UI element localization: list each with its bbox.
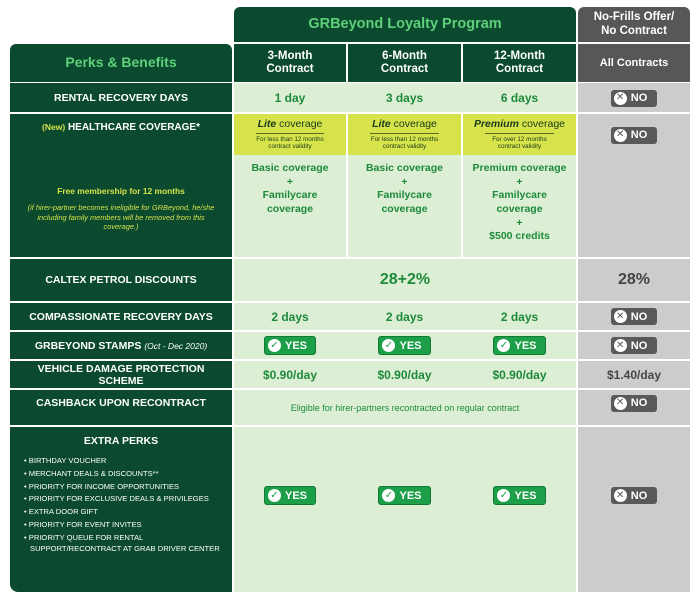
vehicle-6month-value: $0.90/day bbox=[377, 367, 432, 382]
extra-perks-title: EXTRA PERKS bbox=[83, 435, 159, 447]
caltex-nofrills-value: 28% bbox=[617, 271, 651, 288]
stamps-3month-value bbox=[234, 332, 346, 359]
coverage-list-3month: Basic coverage + Familycare coverage bbox=[251, 162, 329, 215]
column-header-all-contracts: All Contracts bbox=[578, 44, 690, 82]
caltex-program-value: 28+2% bbox=[379, 271, 431, 288]
x-circle-icon: ✕ bbox=[614, 489, 627, 502]
list-item: SUPPORT/RECONTRACT AT GRAB DRIVER CENTER bbox=[30, 544, 220, 554]
column-header-12month: 12-Month Contract bbox=[463, 44, 576, 82]
row-label-compassionate: COMPASSIONATE RECOVERY DAYS bbox=[29, 310, 213, 323]
vehicle-nofrills-value: $1.40/day bbox=[606, 367, 662, 382]
program-title: GRBeyond Loyalty Program bbox=[234, 7, 576, 42]
lite-coverage-box-6month: Lite coverage For less than 12 months contract validity bbox=[348, 114, 461, 155]
rental-3month-value: 1 day bbox=[274, 91, 306, 105]
list-item: • PRIORITY FOR EVENT INVITES bbox=[24, 519, 142, 529]
x-circle-icon: ✕ bbox=[614, 310, 627, 323]
list-item: • MERCHANT DEALS & DISCOUNTS** bbox=[24, 468, 159, 478]
extra-perks-list bbox=[24, 455, 229, 553]
no-badge: ✕ NO bbox=[611, 127, 658, 144]
list-item: • PRIORITY QUEUE FOR RENTAL bbox=[24, 532, 144, 542]
check-circle-icon: ✓ bbox=[497, 339, 510, 352]
lite-coverage-box-3month: Lite coverage For less than 12 months contract validity bbox=[234, 114, 346, 155]
list-item: • PRIORITY FOR INCOME OPPORTUNITIES bbox=[24, 481, 180, 491]
healthcare-note-body: (if hirer-partner becomes ineligible for GRBeyond, he/she including family members will be removed from this coverage.) bbox=[27, 203, 215, 232]
list-item: • EXTRA DOOR GIFT bbox=[24, 507, 98, 516]
column-header-3month: 3-Month Contract bbox=[234, 44, 346, 82]
row-label-caltex: CALTEX PETROL DISCOUNTS bbox=[45, 274, 197, 286]
extra-nofrills-value bbox=[578, 482, 690, 509]
stamps-nofrills-value bbox=[578, 332, 690, 359]
yes-badge: ✓ YES bbox=[493, 486, 545, 505]
x-circle-icon: ✕ bbox=[614, 92, 627, 105]
compassionate-6month-value: 2 days bbox=[385, 309, 424, 324]
row-label-cashback: CASHBACK UPON RECONTRACT bbox=[36, 397, 206, 409]
x-circle-icon: ✕ bbox=[614, 397, 627, 410]
row-label-healthcare: (New) HEALTHCARE COVERAGE* Free membership for 12 months (if hirer-partner becomes ineligible for GRBeyond, he/she including family members will be removed from this coverage.) bbox=[10, 114, 232, 257]
yes-badge: ✓ YES bbox=[378, 486, 430, 505]
yes-badge: ✓ YES bbox=[264, 486, 316, 505]
list-item: • PRIORITY FOR EXCLUSIVE DEALS & PRIVILEGES bbox=[24, 494, 209, 504]
rental-12month-value: 6 days bbox=[500, 91, 539, 105]
cashback-nofrills-value bbox=[578, 390, 690, 416]
coverage-list-12month: Premium coverage + Familycare coverage + $500 credits bbox=[472, 162, 567, 243]
check-circle-icon: ✓ bbox=[382, 339, 395, 352]
divider bbox=[485, 133, 554, 134]
vehicle-12month-value: $0.90/day bbox=[492, 367, 547, 382]
row-label-stamps: GRBEYOND STAMPS (Oct - Dec 2020) bbox=[34, 339, 208, 352]
vehicle-3month-value: $0.90/day bbox=[262, 367, 318, 382]
check-circle-icon: ✓ bbox=[497, 489, 510, 502]
compassionate-3month-value: 2 days bbox=[271, 309, 309, 324]
no-badge: ✕ NO bbox=[611, 308, 658, 325]
compassionate-12month-value: 2 days bbox=[500, 309, 539, 324]
cashback-program-value: Eligible for hirer-partners recontracted on regular contract bbox=[290, 402, 520, 413]
check-circle-icon: ✓ bbox=[382, 489, 395, 502]
check-circle-icon: ✓ bbox=[268, 339, 281, 352]
healthcare-nofrills-value bbox=[578, 122, 690, 148]
divider bbox=[256, 133, 324, 134]
divider bbox=[370, 133, 439, 134]
row-label-vehicle-damage: VEHICLE DAMAGE PROTECTION SCHEME bbox=[37, 362, 205, 387]
nofrills-title: No-Frills Offer/ No Contract bbox=[578, 7, 690, 42]
coverage-list-6month: Basic coverage + Familycare coverage bbox=[365, 162, 444, 215]
x-circle-icon: ✕ bbox=[614, 339, 627, 352]
yes-badge: ✓ YES bbox=[264, 336, 316, 355]
stamps-6month-value bbox=[348, 332, 461, 359]
column-header-6month: 6-Month Contract bbox=[348, 44, 461, 82]
extra-6month-value bbox=[348, 482, 461, 509]
no-badge: ✕ NO bbox=[611, 487, 658, 504]
row-label-rental-recovery: RENTAL RECOVERY DAYS bbox=[53, 92, 188, 104]
yes-badge: ✓ YES bbox=[493, 336, 545, 355]
no-badge: ✕ NO bbox=[611, 395, 658, 412]
extra-3month-value bbox=[234, 482, 346, 509]
stamps-12month-value bbox=[463, 332, 576, 359]
no-badge: ✕ NO bbox=[611, 337, 658, 354]
x-circle-icon: ✕ bbox=[614, 129, 627, 142]
no-badge: ✕ NO bbox=[611, 90, 658, 107]
list-item: • BIRTHDAY VOUCHER bbox=[24, 456, 107, 465]
yes-badge: ✓ YES bbox=[378, 336, 430, 355]
row-label-extra-perks bbox=[10, 427, 232, 592]
new-tag: (New) bbox=[42, 122, 66, 132]
extra-12month-value bbox=[463, 482, 576, 509]
premium-coverage-box-12month: Premium coverage For over 12 months contract validity bbox=[463, 114, 576, 155]
rental-6month-value: 3 days bbox=[385, 91, 424, 105]
compassionate-nofrills-value bbox=[578, 303, 690, 330]
rental-nofrills-value bbox=[578, 84, 690, 112]
perks-header: Perks & Benefits bbox=[10, 44, 232, 82]
check-circle-icon: ✓ bbox=[268, 489, 281, 502]
healthcare-note-title: Free membership for 12 months bbox=[57, 186, 185, 196]
